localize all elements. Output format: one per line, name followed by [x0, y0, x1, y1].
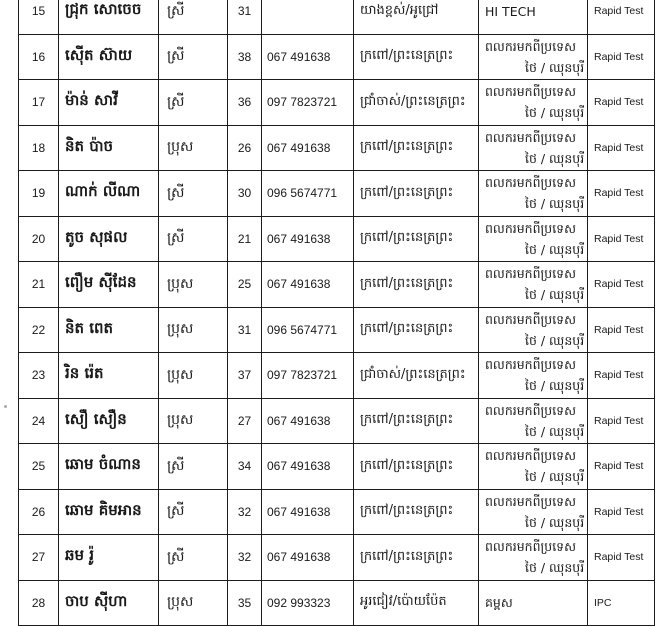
phone-cell: 096 5674771 [262, 171, 354, 217]
sex-cell: ស្រី [159, 535, 228, 581]
row-number: 23 [19, 353, 59, 399]
source-cell [479, 489, 588, 535]
person-name: តូច សុផល [59, 216, 159, 262]
source-line-2: ថៃ / ឈុនបុរី [525, 378, 585, 394]
row-number: 15 [19, 0, 59, 34]
test-type-cell: Rapid Test [588, 535, 655, 581]
source-line-1: ពលករមកពីប្រទេស [485, 84, 577, 100]
source-line-1: ពលករមកពីប្រទេស [485, 402, 577, 418]
person-name: និត ពេត [59, 307, 159, 353]
test-type-cell: Rapid Test [588, 307, 655, 353]
sex-cell: ប្រុស [159, 353, 228, 399]
test-type-cell: Rapid Test [588, 0, 655, 34]
address-cell: ក្រពៅ/ព្រះនេត្រព្រះ [354, 444, 479, 490]
row-number: 21 [19, 262, 59, 308]
person-name: និត ប៉ាច [59, 125, 159, 171]
test-type-cell: Rapid Test [588, 444, 655, 490]
address-cell: ជ្រាំចាស់/ព្រះនេត្រព្រះ [354, 80, 479, 126]
address-cell: ក្រពៅ/ព្រះនេត្រព្រះ [354, 398, 479, 444]
age-cell: 32 [228, 489, 262, 535]
sex-cell: ប្រុស [159, 580, 228, 626]
test-type-cell: Rapid Test [588, 353, 655, 399]
source-cell [479, 80, 588, 126]
row-number: 22 [19, 307, 59, 353]
address-cell: ក្រពៅ/ព្រះនេត្រព្រះ [354, 171, 479, 217]
phone-cell: 067 491638 [262, 398, 354, 444]
source-line-2: ថៃ / ឈុនបុរី [525, 423, 585, 439]
source-line-1: ពលករមកពីប្រទេស [485, 539, 577, 555]
source-cell [479, 580, 588, 626]
row-number: 19 [19, 171, 59, 217]
source-line-1: ពលករមកពីប្រទេស [485, 493, 577, 509]
person-name: ណាក់ លីណា [59, 171, 159, 217]
phone-cell: 097 7823721 [262, 353, 354, 399]
source-line-1: ពលករមកពីប្រទេស [485, 357, 577, 373]
source-cell [479, 171, 588, 217]
row-number: 17 [19, 80, 59, 126]
phone-cell: 067 491638 [262, 34, 354, 80]
row-number: 18 [19, 125, 59, 171]
test-type-cell: Rapid Test [588, 398, 655, 444]
person-name: រិន រ៉េត [59, 353, 159, 399]
source-line-2: ថៃ / ឈុនបុរី [525, 332, 585, 348]
sex-cell: ប្រុស [159, 262, 228, 308]
sex-cell: ស្រី [159, 444, 228, 490]
age-cell: 30 [228, 171, 262, 217]
test-type-cell: Rapid Test [588, 80, 655, 126]
table-row [19, 0, 655, 34]
table-row [19, 262, 655, 308]
address-cell: ជ្រាំចាស់/ព្រះនេត្រព្រះ [354, 353, 479, 399]
sex-cell: ប្រុស [159, 307, 228, 353]
person-name: ម៉ាន់ សាវី [59, 80, 159, 126]
row-number: 27 [19, 535, 59, 581]
source-cell [479, 444, 588, 490]
phone-cell: 067 491638 [262, 535, 354, 581]
table-row [19, 34, 655, 80]
table-row [19, 125, 655, 171]
table-row [19, 580, 655, 626]
phone-cell [262, 0, 354, 34]
row-number: 20 [19, 216, 59, 262]
person-name: ឆម រ៉ូ [59, 535, 159, 581]
test-type-cell: Rapid Test [588, 489, 655, 535]
person-name: ជ្រុក សោចេច [59, 0, 159, 34]
source-line-1: ពលករមកពីប្រទេស [485, 311, 577, 327]
source-line-2: ថៃ / ឈុនបុរី [525, 469, 585, 485]
person-name: ឆោម គិមអាន [59, 489, 159, 535]
phone-cell: 067 491638 [262, 262, 354, 308]
source-line-2: ថៃ / ឈុនបុរី [525, 196, 585, 212]
sex-cell: ស្រី [159, 0, 228, 34]
source-cell [479, 398, 588, 444]
source-cell [479, 353, 588, 399]
person-name: ស៊ើត ស៊ាយ [59, 34, 159, 80]
person-name: ពឿម ស៊ីដែន [59, 262, 159, 308]
table-row [19, 398, 655, 444]
address-cell: អូរជៀវ/ប៉ោយប៉ែត [354, 580, 479, 626]
sex-cell: ប្រុស [159, 398, 228, 444]
person-name: ឆោម ចំណាន [59, 444, 159, 490]
test-type-cell: Rapid Test [588, 34, 655, 80]
age-cell: 34 [228, 444, 262, 490]
source-cell [479, 34, 588, 80]
age-cell: 21 [228, 216, 262, 262]
address-cell: ក្រពៅ/ព្រះនេត្រព្រះ [354, 535, 479, 581]
address-cell: ក្រពៅ/ព្រះនេត្រព្រះ [354, 307, 479, 353]
table-row [19, 80, 655, 126]
source-line-1: ពលករមកពីប្រទេស [485, 448, 577, 464]
source-line-2: HI TECH [485, 3, 536, 19]
test-type-cell: Rapid Test [588, 216, 655, 262]
row-number: 25 [19, 444, 59, 490]
source-line-1: ពលករមកពីប្រទេស [485, 129, 577, 145]
age-cell: 37 [228, 353, 262, 399]
age-cell: 35 [228, 580, 262, 626]
address-cell: ក្រពៅ/ព្រះនេត្រព្រះ [354, 262, 479, 308]
age-cell: 27 [228, 398, 262, 444]
age-cell: 36 [228, 80, 262, 126]
source-line-2: ថៃ / ឈុនបុរី [525, 150, 585, 166]
sex-cell: ស្រី [159, 80, 228, 126]
row-number: 24 [19, 398, 59, 444]
source-line-2: ថៃ / ឈុនបុរី [525, 560, 585, 576]
phone-cell: 067 491638 [262, 216, 354, 262]
phone-cell: 096 5674771 [262, 307, 354, 353]
table-row [19, 216, 655, 262]
age-cell: 32 [228, 535, 262, 581]
sex-cell: ប្រុស [159, 125, 228, 171]
phone-cell: 067 491638 [262, 444, 354, 490]
source-line-2: ថៃ / ឈុនបុរី [525, 59, 585, 75]
test-type-cell: IPC [588, 580, 655, 626]
phone-cell: 097 7823721 [262, 80, 354, 126]
age-cell: 31 [228, 307, 262, 353]
source-cell [479, 125, 588, 171]
sex-cell: ស្រី [159, 489, 228, 535]
test-type-cell: Rapid Test [588, 262, 655, 308]
source-line-1: ពលករមកពីប្រទេស [485, 38, 577, 54]
scan-speck [4, 405, 7, 408]
source-line-1: ពលករមកពីប្រទេស [485, 175, 577, 191]
source-line-1: គម្ពស [485, 595, 513, 611]
age-cell: 26 [228, 125, 262, 171]
case-list-table [18, 0, 655, 626]
person-name: សឿ សឿន [59, 398, 159, 444]
source-line-1: ពលករមកពីប្រទេស [485, 266, 577, 282]
age-cell: 38 [228, 34, 262, 80]
source-line-2: ថៃ / ឈុនបុរី [525, 287, 585, 303]
table-row [19, 489, 655, 535]
row-number: 26 [19, 489, 59, 535]
test-type-cell: Rapid Test [588, 171, 655, 217]
age-cell: 25 [228, 262, 262, 308]
table-row [19, 171, 655, 217]
row-number: 28 [19, 580, 59, 626]
row-number: 16 [19, 34, 59, 80]
sex-cell: ស្រី [159, 171, 228, 217]
source-line-1: ពលករមកពីប្រទេស [485, 220, 577, 236]
address-cell: ក្រពៅ/ព្រះនេត្រព្រះ [354, 489, 479, 535]
source-cell [479, 307, 588, 353]
source-cell [479, 262, 588, 308]
table-body [19, 0, 655, 626]
table-row [19, 444, 655, 490]
phone-cell: 092 993323 [262, 580, 354, 626]
address-cell: ក្រពៅ/ព្រះនេត្រព្រះ [354, 125, 479, 171]
table-row [19, 353, 655, 399]
table-row [19, 535, 655, 581]
phone-cell: 067 491638 [262, 125, 354, 171]
person-name: ចាប ស៊ីហា [59, 580, 159, 626]
source-cell [479, 216, 588, 262]
source-cell [479, 0, 588, 34]
address-cell: ក្រពៅ/ព្រះនេត្រព្រះ [354, 34, 479, 80]
test-type-cell: Rapid Test [588, 125, 655, 171]
source-line-2: ថៃ / ឈុនបុរី [525, 105, 585, 121]
table-row [19, 307, 655, 353]
phone-cell: 067 491638 [262, 489, 354, 535]
address-cell: ក្រពៅ/ព្រះនេត្រព្រះ [354, 216, 479, 262]
sex-cell: ស្រី [159, 34, 228, 80]
source-cell [479, 535, 588, 581]
source-line-2: ថៃ / ឈុនបុរី [525, 241, 585, 257]
source-line-2: ថៃ / ឈុនបុរី [525, 514, 585, 530]
age-cell: 31 [228, 0, 262, 34]
sex-cell: ស្រី [159, 216, 228, 262]
address-cell: យាងខ្ពស់/អូជ្រៅ [354, 0, 479, 34]
